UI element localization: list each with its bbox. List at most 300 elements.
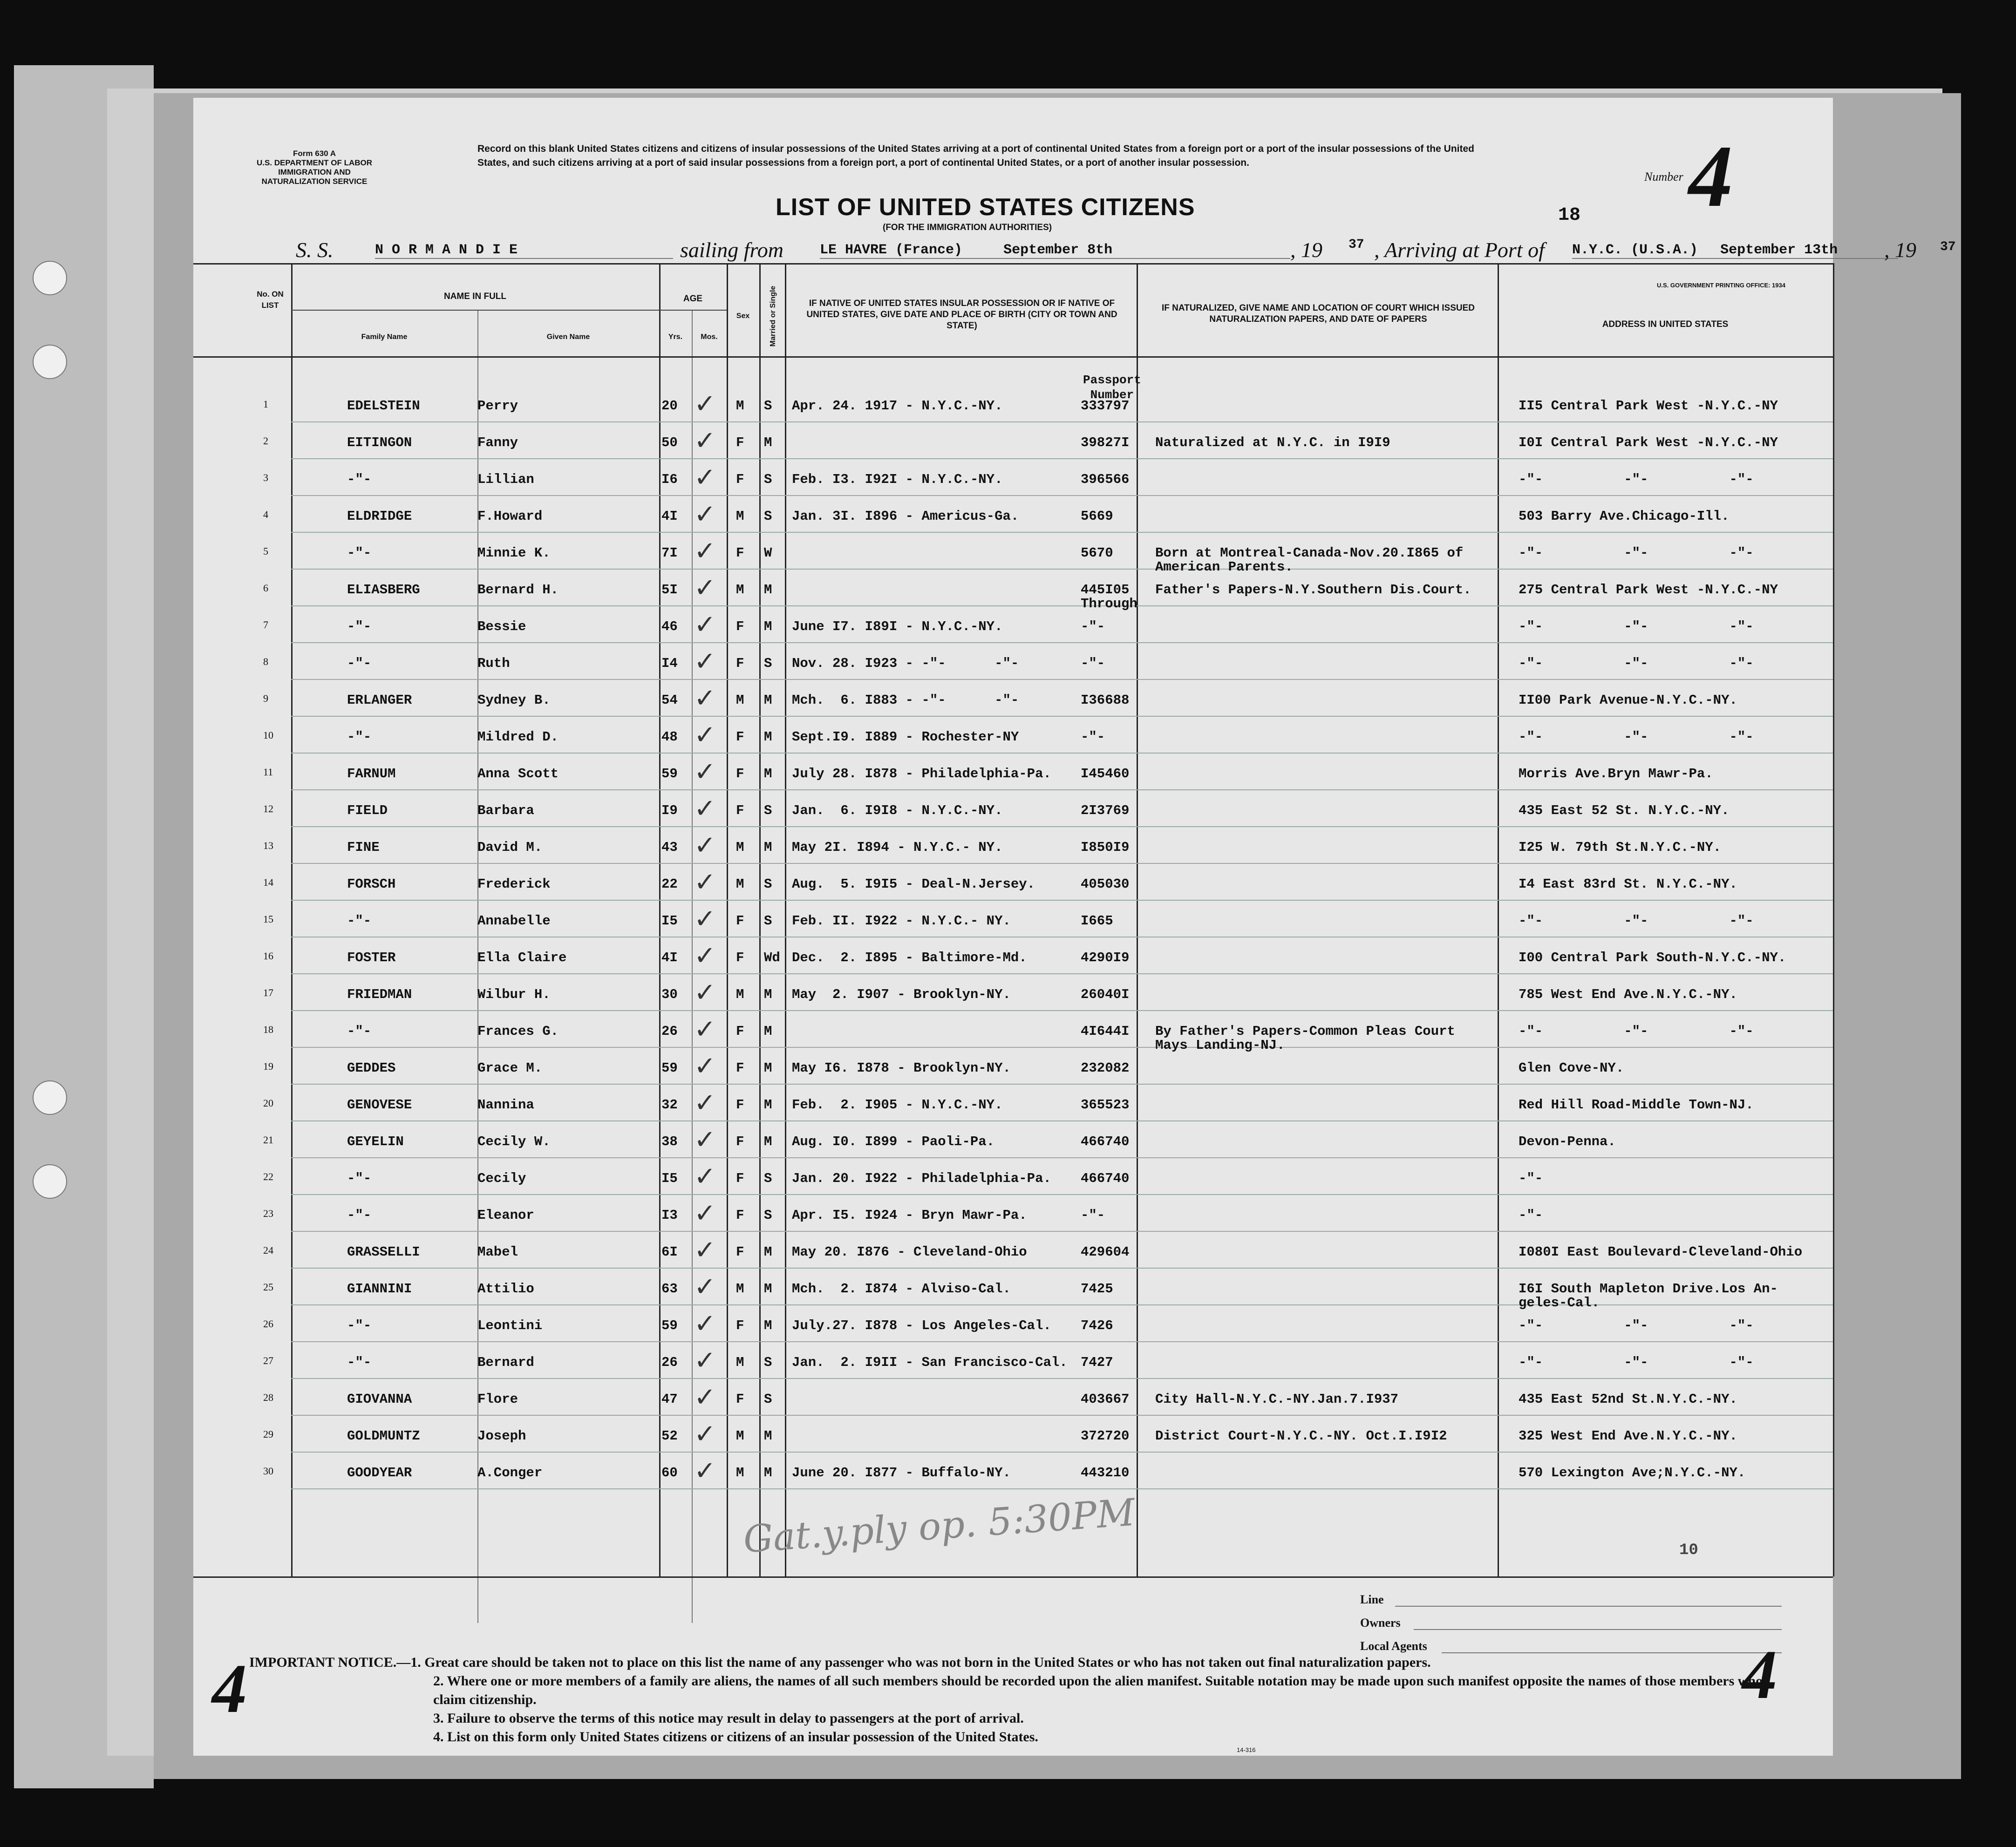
binder-hole [33,1164,67,1199]
table-row [193,1198,1833,1240]
check-mark: ✓ [694,610,716,640]
cell-yrs: 4I [661,509,678,524]
table-row [193,830,1833,872]
notice-line-4: 4. List on this form only United States citizens or citizens of an insular possession of the United States. [433,1729,1038,1745]
cell-sex: F [736,656,744,671]
cell-yrs: 60 [661,1465,678,1480]
cell-sex: F [736,950,744,965]
cell-addr: -"- -"- -"- [1519,729,1754,745]
cell-passport: 5670 [1081,545,1113,561]
cell-given: Bernard [477,1355,534,1370]
sailing-year: 37 [1349,238,1364,252]
col-given-name: Given Name [546,333,590,341]
cell-birth: Aug. I0. I899 - Paoli-Pa. [792,1134,995,1149]
table-row [193,1345,1833,1387]
cell-sex: M [736,1465,744,1480]
cell-ms: S [764,1355,772,1370]
col-sex: Sex [736,312,750,320]
cell-addr: I00 Central Park South-N.Y.C.-NY. [1519,950,1786,965]
check-mark: ✓ [694,1419,716,1449]
number-value: 4 [1689,128,1733,225]
cell-no: 27 [263,1355,273,1366]
cell-yrs: I5 [661,913,678,929]
cell-family: GIANNINI [347,1281,412,1297]
cell-no: 7 [263,619,268,631]
cell-family: FARNUM [347,766,396,781]
cell-passport: 365523 [1081,1097,1130,1113]
cell-passport: I45460 [1081,766,1130,781]
table-row [193,1235,1833,1277]
cell-passport: -"- [1081,619,1105,634]
notice-line-3: 3. Failure to observe the terms of this notice may result in delay to passengers at the port of arrival. [433,1711,1024,1726]
cell-ms: S [764,913,772,929]
cell-passport: -"- [1081,1208,1105,1223]
cell-given: Mildred D. [477,729,559,745]
arrival-info [1572,242,1898,259]
check-mark: ✓ [694,720,716,750]
cell-ms: M [764,582,772,598]
cell-no: 11 [263,766,273,778]
check-mark: ✓ [694,1088,716,1118]
cell-no: 29 [263,1428,273,1440]
check-mark: ✓ [694,683,716,713]
cell-given: Wilbur H. [477,987,551,1002]
cell-birth: May 2I. I894 - N.Y.C.- NY. [792,840,1003,855]
cell-yrs: 7I [661,545,678,561]
cell-passport: 403667 [1081,1392,1130,1407]
cell-addr: 435 East 52nd St.N.Y.C.-NY. [1519,1392,1737,1407]
cell-given: Nannina [477,1097,534,1113]
header-top-line [193,263,1833,265]
table-row [193,1161,1833,1203]
manifest-sheet [193,98,1956,1756]
cell-addr: 325 West End Ave.N.Y.C.-NY. [1519,1428,1737,1444]
cell-given: Attilio [477,1281,534,1297]
arrival-port: N.Y.C. (U.S.A.) [1572,242,1698,258]
cell-ms: M [764,1097,772,1113]
cell-passport: I665 [1081,913,1113,929]
cell-passport: 232082 [1081,1060,1130,1076]
cell-given: Flore [477,1392,518,1407]
cell-family: -"- [347,913,372,929]
cell-sex: F [736,1244,744,1260]
cell-family: -"- [347,1171,372,1186]
cell-given: Minnie K. [477,545,551,561]
cell-sex: M [736,1281,744,1297]
printer-credit: U.S. GOVERNMENT PRINTING OFFICE: 1934 [1657,282,1785,289]
cell-sex: M [736,840,744,855]
table-row [193,462,1833,504]
big-four-left: 4 [212,1650,247,1727]
cell-given: Barbara [477,803,534,818]
cell-yrs: 52 [661,1428,678,1444]
cell-family: GIOVANNA [347,1392,412,1407]
arrival-year: 37 [1940,240,1956,254]
cell-yrs: 26 [661,1355,678,1370]
binder-hole [33,261,67,295]
big-four-right: 4 [1742,1636,1777,1713]
header-bottom-line [193,356,1833,358]
cell-given: Frederick [477,876,551,892]
cell-sex: F [736,435,744,450]
check-mark: ✓ [694,389,716,419]
cell-family: EDELSTEIN [347,398,420,414]
cell-no: 26 [263,1318,273,1330]
binder-hole [33,345,67,379]
cell-no: 4 [263,509,268,520]
cell-addr: -"- -"- -"- [1519,545,1754,561]
cell-birth: Aug. 5. I9I5 - Deal-N.Jersey. [792,876,1035,892]
cell-ms: M [764,840,772,855]
cell-sex: F [736,545,744,561]
cell-given: Eleanor [477,1208,534,1223]
cell-no: 19 [263,1060,273,1072]
cell-addr: -"- -"- -"- [1519,656,1754,671]
cell-ms: S [764,472,772,487]
cell-sex: F [736,1171,744,1186]
cell-birth: May I6. I878 - Brooklyn-NY. [792,1060,1011,1076]
cell-ms: S [764,656,772,671]
sailing-from-port [820,242,1290,259]
cell-sex: F [736,472,744,487]
number-label: Number [1644,170,1683,183]
owners-field [1414,1629,1782,1630]
cell-no: 6 [263,582,268,594]
cell-yrs: 63 [661,1281,678,1297]
arrival-date: September 13th [1720,242,1838,258]
cell-sex: F [736,1392,744,1407]
cell-ms: M [764,729,772,745]
cell-no: 25 [263,1281,273,1293]
check-mark: ✓ [694,1161,716,1192]
cell-ms: M [764,1024,772,1039]
cell-passport: 5669 [1081,509,1113,524]
table-row [193,1014,1833,1056]
cell-no: 12 [263,803,273,815]
cell-addr: -"- [1519,1208,1543,1223]
notice-title: IMPORTANT NOTICE. [249,1655,397,1670]
cell-passport: 333797 [1081,398,1130,414]
column-divider [1833,263,1834,1576]
corner-note: 10 [1679,1541,1698,1559]
cell-sex: F [736,619,744,634]
cell-birth: June 20. I877 - Buffalo-NY. [792,1465,1011,1480]
cell-family: -"- [347,472,372,487]
cell-family: ELIASBERG [347,582,420,598]
check-mark: ✓ [694,646,716,677]
cell-passport: -"- [1081,729,1105,745]
cell-family: FIELD [347,803,388,818]
table-row [193,1309,1833,1350]
cell-birth: Jan. 6. I9I8 - N.Y.C.-NY. [792,803,1003,818]
cell-family: -"- [347,1355,372,1370]
cell-passport: 445I05 Through [1081,582,1137,611]
cell-family: EITINGON [347,435,412,450]
cell-no: 17 [263,987,273,998]
form-reference: Form 630 A U.S. DEPARTMENT OF LABOR IMMIGRATION AND NATURALIZATION SERVICE [256,149,373,186]
cell-ms: S [764,1171,772,1186]
cell-given: Annabelle [477,913,551,929]
cell-no: 30 [263,1465,273,1477]
ss-label: S. S. [296,238,334,262]
check-mark: ✓ [694,1382,716,1412]
cell-addr: I080I East Boulevard-Cleveland-Ohio [1519,1244,1803,1260]
cell-sex: M [736,582,744,598]
cell-ms: S [764,509,772,524]
cell-addr: -"- -"- -"- [1519,1355,1754,1370]
table-row [193,536,1833,577]
cell-family: -"- [347,1024,372,1039]
cell-birth: Feb. II. I922 - N.Y.C.- NY. [792,913,1011,929]
cell-passport: 26040I [1081,987,1130,1002]
check-mark: ✓ [694,1309,716,1339]
cell-no: 18 [263,1024,273,1035]
cell-addr: 275 Central Park West -N.Y.C.-NY [1519,582,1778,598]
cell-passport: 466740 [1081,1171,1130,1186]
table-row [193,904,1833,945]
cell-family: -"- [347,619,372,634]
cell-family: FOSTER [347,950,396,965]
notice-1-text: —1. Great care should be taken not to place on this list the name of any passenger who was not born in the United States or who has not taken out final naturalization papers. [396,1655,1431,1670]
page-subtitle: (FOR THE IMMIGRATION AUTHORITIES) [883,223,1052,232]
col-no: No. ON LIST [257,290,284,310]
cell-addr: Red Hill Road-Middle Town-NJ. [1519,1097,1754,1113]
table-row [193,426,1833,467]
cell-birth: Feb. I3. I92I - N.Y.C.-NY. [792,472,1003,487]
cell-family: FORSCH [347,876,396,892]
cell-yrs: 43 [661,840,678,855]
cell-addr: Glen Cove-NY. [1519,1060,1624,1076]
table-row [193,941,1833,982]
cell-given: Anna Scott [477,766,559,781]
cell-given: Sydney B. [477,693,551,708]
cell-yrs: I4 [661,656,678,671]
cell-ms: M [764,1060,772,1076]
table-row [193,1125,1833,1166]
cell-given: David M. [477,840,543,855]
cell-passport: I850I9 [1081,840,1130,855]
check-mark: ✓ [694,978,716,1008]
cell-addr: Devon-Penna. [1519,1134,1616,1149]
cell-sex: M [736,1428,744,1444]
cell-passport: 7425 [1081,1281,1113,1297]
col-age: AGE [683,294,703,304]
cell-family: GEDDES [347,1060,396,1076]
cell-no: 14 [263,876,273,888]
cell-birth: May 20. I876 - Cleveland-Ohio [792,1244,1027,1260]
cell-sex: F [736,766,744,781]
cell-given: F.Howard [477,509,543,524]
col-naturalized: IF NATURALIZED, GIVE NAME AND LOCATION OF COURT WHICH ISSUED NATURALIZATION PAPERS, AND DATE OF PAPERS [1161,303,1475,324]
cell-no: 5 [263,545,268,557]
check-mark: ✓ [694,573,716,603]
notice-line-1 [249,1653,1786,1672]
cell-nat: Born at Montreal-Canada-Nov.20.I865 of American Parents. [1155,545,1464,575]
cell-addr: I0I Central Park West -N.Y.C.-NY [1519,435,1778,450]
check-mark: ✓ [694,462,716,493]
cell-nat: City Hall-N.Y.C.-NY.Jan.7.I937 [1155,1392,1399,1407]
cell-no: 24 [263,1244,273,1256]
table-row [193,389,1833,430]
cell-family: GENOVESE [347,1097,412,1113]
table-row [193,978,1833,1019]
cell-nat: By Father's Papers-Common Pleas Court Mays Landing-NJ. [1155,1024,1455,1053]
owners-label: Owners [1360,1616,1401,1630]
cell-given: Leontini [477,1318,543,1333]
cell-ms: M [764,1428,772,1444]
cell-no: 23 [263,1208,273,1219]
cell-addr: -"- -"- -"- [1519,1024,1754,1039]
cell-family: ELDRIDGE [347,509,412,524]
check-mark: ✓ [694,1198,716,1229]
cell-ms: M [764,435,772,450]
important-notice [249,1653,1786,1746]
cell-birth: Apr. 24. 1917 - N.Y.C.-NY. [792,398,1003,414]
cell-ms: S [764,803,772,818]
cell-family: -"- [347,545,372,561]
table-row [193,573,1833,614]
cell-ms: S [764,1208,772,1223]
cell-no: 22 [263,1171,273,1182]
col-address: ADDRESS IN UNITED STATES [1602,319,1729,329]
cell-no: 16 [263,950,273,962]
check-mark: ✓ [694,1235,716,1265]
cell-passport: 2I3769 [1081,803,1130,818]
cell-family: FRIEDMAN [347,987,412,1002]
cell-sex: F [736,803,744,818]
cell-ms: M [764,1281,772,1297]
cell-passport: -"- [1081,656,1105,671]
instructions-text: Record on this blank United States citizens and citizens of insular possessions of the United States arriving at a port of continental United States from a foreign port or a port of the insular possessions of the United States, and such citizens arriving at a port of said insular possessions from a foreign port, a port of continental United States, or a port of another insular possession. [477,143,1474,168]
cell-given: Frances G. [477,1024,559,1039]
check-mark: ✓ [694,1014,716,1045]
cell-no: 13 [263,840,273,851]
cell-yrs: 50 [661,435,678,450]
cell-passport: 39827I [1081,435,1130,450]
col-married-single: Married or Single [769,285,777,347]
cell-ms: M [764,1465,772,1480]
table-row [193,646,1833,688]
cell-given: Bessie [477,619,526,634]
cell-yrs: 54 [661,693,678,708]
table-row [193,1382,1833,1424]
cell-given: Fanny [477,435,518,450]
cell-addr: 570 Lexington Ave;N.Y.C.-NY. [1519,1465,1746,1480]
cell-yrs: I3 [661,1208,678,1223]
cell-sex: F [736,1134,744,1149]
cell-nat: Father's Papers-N.Y.Southern Dis.Court. [1155,582,1471,598]
cell-addr: II00 Park Avenue-N.Y.C.-NY. [1519,693,1737,708]
cell-ms: M [764,1318,772,1333]
cell-birth: May 2. I907 - Brooklyn-NY. [792,987,1011,1002]
check-mark: ✓ [694,794,716,824]
table-row [193,1456,1833,1497]
cell-family: GRASSELLI [347,1244,420,1260]
cell-yrs: 6I [661,1244,678,1260]
table-row [193,720,1833,761]
cell-no: 21 [263,1134,273,1146]
cell-yrs: 26 [661,1024,678,1039]
cell-nat: Naturalized at N.Y.C. in I9I9 [1155,435,1390,450]
cell-sex: M [736,876,744,892]
cell-passport: 396566 [1081,472,1130,487]
cell-birth: Dec. 2. I895 - Baltimore-Md. [792,950,1027,965]
cell-addr: 785 West End Ave.N.Y.C.-NY. [1519,987,1737,1002]
sailing-date: September 8th [1003,242,1113,258]
notice-line-2: 2. Where one or more members of a family are aliens, the names of all such members should be recorded upon the alien manifest. Suitable notation may be made upon such manifest opposite the names of those members who claim citizenship. [433,1673,1763,1707]
cell-passport: 372720 [1081,1428,1130,1444]
cell-passport: 405030 [1081,876,1130,892]
cell-family: GOODYEAR [347,1465,412,1480]
cell-addr: -"- -"- -"- [1519,472,1754,487]
col-family-name: Family Name [361,333,408,341]
cell-sex: M [736,398,744,414]
check-mark: ✓ [694,941,716,971]
table-row [193,683,1833,725]
check-mark: ✓ [694,1456,716,1486]
cell-yrs: 48 [661,729,678,745]
cell-yrs: 59 [661,766,678,781]
cell-passport: 443210 [1081,1465,1130,1480]
passport-heading: Passport Number [1083,373,1141,402]
cell-ms: M [764,987,772,1002]
header-divider [291,310,727,311]
check-mark: ✓ [694,1051,716,1081]
cell-yrs: I9 [661,803,678,818]
cell-family: GEYELIN [347,1134,404,1149]
cell-passport: 4290I9 [1081,950,1130,965]
cell-sex: F [736,913,744,929]
col-name-in-full: NAME IN FULL [443,292,507,301]
table-row [193,1051,1833,1093]
cell-given: Mabel [477,1244,518,1260]
cell-family: -"- [347,729,372,745]
cell-sex: F [736,729,744,745]
table-row [193,757,1833,798]
table-row [193,1272,1833,1313]
table-bottom-line [193,1576,1833,1578]
cell-yrs: I6 [661,472,678,487]
cell-ms: S [764,398,772,414]
cell-yrs: 22 [661,876,678,892]
cell-sex: F [736,1097,744,1113]
cell-no: 15 [263,913,273,925]
cell-given: Grace M. [477,1060,543,1076]
cell-ms: M [764,693,772,708]
cell-family: GOLDMUNTZ [347,1428,420,1444]
cell-no: 28 [263,1392,273,1403]
cell-birth: Jan. 2. I9II - San Francisco-Cal. [792,1355,1068,1370]
cell-ms: M [764,766,772,781]
cell-passport: 7426 [1081,1318,1113,1333]
check-mark: ✓ [694,1272,716,1302]
check-mark: ✓ [694,499,716,530]
cell-no: 9 [263,693,268,704]
cell-yrs: 46 [661,619,678,634]
col-native-birth: IF NATIVE OF UNITED STATES INSULAR POSSESSION OR IF NATIVE OF UNITED STATES, GIVE DATE AND PLACE OF BIRTH (CITY OR TOWN AND STATE) [806,299,1117,331]
cell-sex: M [736,509,744,524]
cell-ms: W [764,545,772,561]
cell-passport: 4I644I [1081,1024,1130,1039]
cell-addr: 503 Barry Ave.Chicago-Ill. [1519,509,1730,524]
col-mos: Mos. [701,333,718,341]
cell-birth: Jan. 20. I922 - Philadelphia-Pa. [792,1171,1051,1186]
cell-yrs: 59 [661,1060,678,1076]
cell-sex: F [736,1060,744,1076]
cell-yrs: I5 [661,1171,678,1186]
year-label: , 19 [1290,238,1322,262]
cell-addr: I4 East 83rd St. N.Y.C.-NY. [1519,876,1737,892]
